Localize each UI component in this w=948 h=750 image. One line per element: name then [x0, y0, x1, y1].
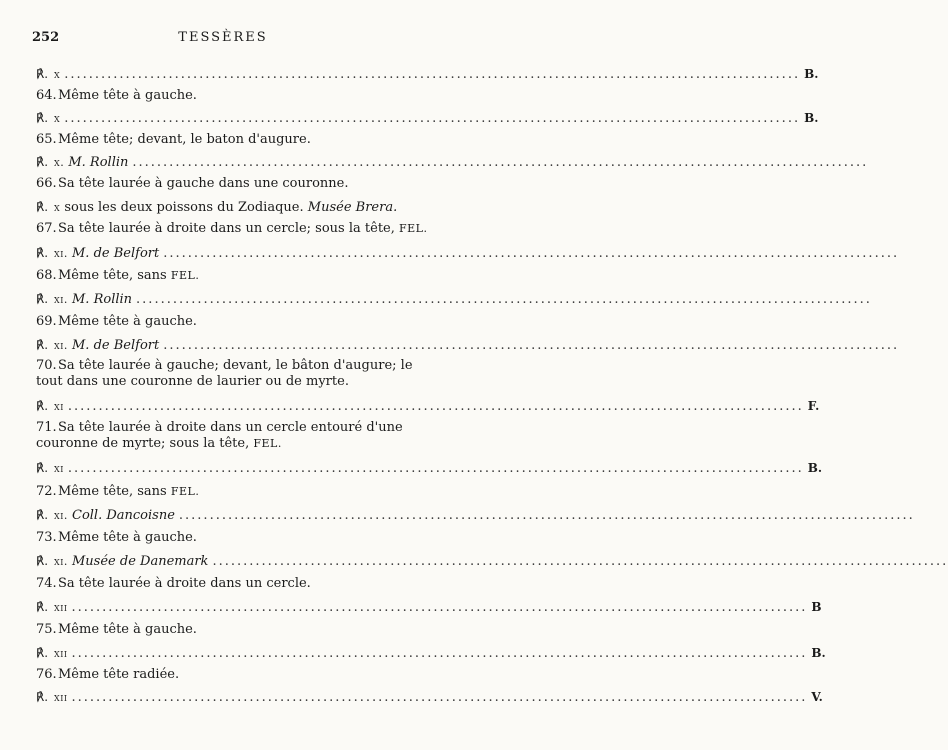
reverse-symbol: ℟.	[36, 246, 49, 260]
dot-leader: ........................................................................................................................	[163, 246, 900, 261]
reverse-line	[36, 645, 826, 662]
reverse-date: xi	[54, 400, 64, 413]
metal-code: B	[811, 600, 822, 614]
reverse-description: Musée de Danemark	[72, 554, 209, 569]
obverse-entry	[36, 530, 406, 546]
obverse-description-cont: couronne de myrte; sous la tête,	[36, 436, 250, 451]
reverse-line	[36, 291, 872, 308]
obverse-entry	[36, 484, 406, 500]
reverse-line	[36, 507, 915, 524]
collection-name: Musée Brera.	[307, 200, 398, 215]
obverse-description: Même tête à gauche.	[58, 622, 197, 637]
reverse-text	[36, 245, 159, 262]
dot-leader: ........................................................................................................................	[71, 600, 808, 615]
reverse-text	[36, 110, 60, 127]
reverse-text	[36, 398, 64, 415]
reverse-line	[36, 337, 900, 354]
reverse-date: xi.	[54, 293, 68, 306]
reverse-symbol: ℟.	[36, 600, 49, 614]
reverse-text	[36, 599, 68, 616]
obverse-entry	[36, 358, 413, 390]
obverse-description: Même tête à gauche.	[58, 314, 197, 329]
metal-code: B.	[811, 646, 826, 660]
legend-text: FEL.	[170, 269, 200, 282]
reverse-line	[36, 599, 822, 616]
obverse-description: Sa tête laurée à gauche dans une couronne.	[58, 176, 349, 191]
reverse-date: xi.	[54, 339, 68, 352]
obverse-description: Sa tête laurée à droite dans un cercle; sous la tête,	[58, 221, 395, 236]
entry-number: 73.	[36, 530, 57, 545]
entry-number: 76.	[36, 667, 57, 682]
dot-leader: ........................................................................................................................	[67, 461, 804, 476]
reverse-description: M. Rollin	[72, 292, 133, 307]
reverse-date: xii	[54, 647, 68, 660]
reverse-date: xi.	[54, 555, 68, 568]
dot-leader: ........................................................................................................................	[136, 292, 872, 307]
reverse-symbol: ℟.	[36, 508, 49, 522]
metal-code: B.	[807, 461, 823, 475]
metal-code: B.	[804, 111, 819, 125]
reverse-text	[36, 553, 208, 570]
reverse-description: M. Rollin	[68, 155, 129, 170]
reverse-description: sous les deux poissons du Zodiaque.	[64, 200, 304, 215]
obverse-entry	[36, 176, 406, 192]
reverse-symbol: ℟.	[36, 399, 49, 413]
reverse-line	[36, 460, 823, 477]
reverse-date: xi.	[54, 247, 68, 260]
metal-code: F.	[807, 399, 820, 413]
reverse-symbol: ℟.	[36, 111, 49, 125]
entry-number: 74.	[36, 576, 57, 591]
reverse-text	[36, 199, 397, 216]
dot-leader: ........................................................................................................................	[163, 338, 900, 353]
reverse-line	[36, 553, 948, 570]
obverse-entry	[36, 268, 406, 284]
legend-text: FEL.	[170, 485, 200, 498]
dot-leader: ........................................................................................................................	[71, 646, 808, 661]
reverse-symbol: ℟.	[36, 554, 49, 568]
obverse-description: Sa tête laurée à droite dans un cercle.	[58, 576, 311, 591]
reverse-text	[36, 507, 175, 524]
entry-number: 68.	[36, 268, 57, 283]
dot-leader: ........................................................................................................................	[212, 554, 948, 569]
reverse-date: x	[54, 112, 61, 125]
reverse-line	[36, 199, 406, 216]
obverse-entry	[36, 314, 406, 330]
reverse-text	[36, 460, 64, 477]
reverse-line	[36, 689, 823, 706]
dot-leader: ........................................................................................................................	[132, 155, 869, 170]
obverse-description: Sa tête laurée à droite dans un cercle entouré d'une	[58, 420, 403, 435]
reverse-date: xi	[54, 462, 64, 475]
dot-leader: ........................................................................................................................	[178, 508, 915, 523]
legend-text: FEL.	[399, 222, 428, 235]
entry-number: 70.	[36, 358, 57, 373]
obverse-description: Sa tête laurée à gauche; devant, le bâton d'augure; le	[58, 358, 413, 373]
obverse-entry	[36, 88, 406, 104]
reverse-text	[36, 154, 128, 171]
dot-leader: ........................................................................................................................	[67, 399, 804, 414]
obverse-entry	[36, 622, 406, 638]
obverse-entry	[36, 221, 428, 237]
obverse-description: Même tête, sans	[58, 268, 167, 283]
obverse-description-cont: tout dans une couronne de laurier ou de myrte.	[36, 374, 349, 389]
entry-number: 65.	[36, 132, 57, 147]
reverse-text	[36, 291, 132, 308]
obverse-description: Même tête radiée.	[58, 667, 180, 682]
obverse-description: Même tête; devant, le baton d'augure.	[58, 132, 311, 147]
reverse-line	[36, 110, 819, 127]
legend-text: FEL.	[253, 437, 282, 450]
reverse-symbol: ℟.	[36, 200, 49, 214]
reverse-text	[36, 689, 68, 706]
entry-number: 75.	[36, 622, 57, 637]
reverse-symbol: ℟.	[36, 292, 49, 306]
reverse-text	[36, 66, 60, 83]
entry-number: 72.	[36, 484, 57, 499]
reverse-date: x	[54, 68, 61, 81]
reverse-description: Coll. Dancoisne	[72, 508, 175, 523]
obverse-entry	[36, 667, 406, 683]
dot-leader: ........................................................................................................................	[64, 67, 801, 82]
reverse-line	[36, 66, 819, 83]
entry-number: 67.	[36, 221, 57, 236]
obverse-description: Même tête, sans	[58, 484, 167, 499]
obverse-entry	[36, 576, 406, 592]
reverse-symbol: ℟.	[36, 338, 49, 352]
reverse-date: xi.	[54, 509, 68, 522]
running-title: TESSÈRES	[178, 30, 268, 45]
reverse-symbol: ℟.	[36, 461, 49, 475]
reverse-symbol: ℟.	[36, 690, 49, 704]
obverse-description: Même tête à gauche.	[58, 88, 197, 103]
reverse-description: M. de Belfort	[72, 246, 160, 261]
dot-leader: ........................................................................................................................	[64, 111, 801, 126]
page-number: 252	[32, 30, 60, 45]
reverse-description: M. de Belfort	[72, 338, 160, 353]
reverse-symbol: ℟.	[36, 155, 49, 169]
entry-number: 69.	[36, 314, 57, 329]
reverse-text	[36, 337, 159, 354]
reverse-date: x.	[54, 156, 65, 169]
obverse-description: Même tête à gauche.	[58, 530, 197, 545]
reverse-text	[36, 645, 68, 662]
obverse-entry	[36, 132, 406, 148]
reverse-line	[36, 398, 820, 415]
dot-leader: ........................................................................................................................	[71, 690, 808, 705]
entry-number: 71.	[36, 420, 57, 435]
metal-code: V.	[811, 690, 823, 704]
reverse-symbol: ℟.	[36, 646, 49, 660]
entry-number: 66.	[36, 176, 57, 191]
reverse-line	[36, 245, 900, 262]
obverse-entry	[36, 420, 406, 452]
reverse-date: xii	[54, 691, 68, 704]
reverse-date: x	[54, 201, 61, 214]
reverse-line	[36, 154, 869, 171]
reverse-date: xii	[54, 601, 68, 614]
entry-number: 64.	[36, 88, 57, 103]
reverse-symbol: ℟.	[36, 67, 49, 81]
page-header	[32, 30, 414, 48]
metal-code: B.	[804, 67, 819, 81]
